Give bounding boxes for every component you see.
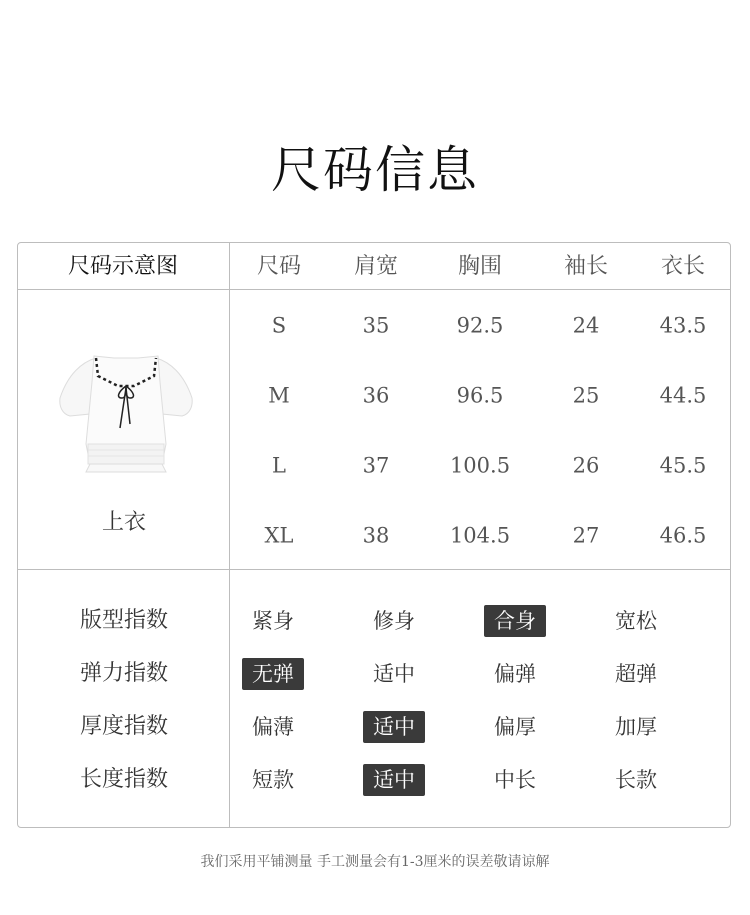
table-cell: L <box>272 453 286 478</box>
garment-label: 上衣 <box>101 510 147 535</box>
index-option: 紧身 <box>252 609 294 633</box>
table-cell: 35 <box>362 313 390 338</box>
table-cell: 38 <box>362 523 390 548</box>
section-divider <box>17 569 731 570</box>
index-option: 短款 <box>252 768 294 792</box>
index-label: 长度指数 <box>79 767 169 792</box>
index-option: 偏薄 <box>252 715 294 739</box>
header-chest: 胸围 <box>457 254 503 279</box>
index-label: 厚度指数 <box>79 714 169 739</box>
index-option: 偏弹 <box>494 662 536 686</box>
table-cell: XL <box>264 523 294 548</box>
index-option: 修身 <box>373 609 415 633</box>
column-divider <box>229 242 230 828</box>
page-title: 尺码信息 <box>271 141 479 199</box>
table-cell: 45.5 <box>659 453 707 478</box>
index-option: 偏厚 <box>494 715 536 739</box>
table-cell: M <box>268 383 290 408</box>
table-cell: 100.5 <box>449 453 511 478</box>
index-option: 中长 <box>494 768 536 792</box>
header-divider <box>17 289 731 290</box>
table-cell: 24 <box>572 313 600 338</box>
index-label: 弹力指数 <box>79 661 169 686</box>
table-cell: 44.5 <box>659 383 707 408</box>
index-option: 超弹 <box>615 662 657 686</box>
table-cell: 96.5 <box>456 383 504 408</box>
index-option-selected: 适中 <box>363 764 425 796</box>
table-cell: 37 <box>362 453 390 478</box>
index-option: 宽松 <box>615 609 657 633</box>
table-cell: 46.5 <box>659 523 707 548</box>
table-cell: 36 <box>362 383 390 408</box>
header-shoulder: 肩宽 <box>353 254 399 279</box>
index-option-selected: 合身 <box>484 605 546 637</box>
table-cell: 104.5 <box>449 523 511 548</box>
table-cell: 92.5 <box>456 313 504 338</box>
table-cell: 43.5 <box>659 313 707 338</box>
header-length: 衣长 <box>660 254 706 279</box>
size-diagram-header: 尺码示意图 <box>67 254 179 279</box>
index-option: 长款 <box>615 768 657 792</box>
header-size: 尺码 <box>256 254 302 279</box>
table-cell: 25 <box>572 383 600 408</box>
table-cell: 27 <box>572 523 600 548</box>
table-cell: S <box>271 313 287 338</box>
index-option-selected: 无弹 <box>242 658 304 690</box>
index-option-selected: 适中 <box>363 711 425 743</box>
index-option: 适中 <box>373 662 415 686</box>
blouse-illustration <box>56 352 196 474</box>
index-option: 加厚 <box>615 715 657 739</box>
table-cell: 26 <box>572 453 600 478</box>
measurement-note: 我们采用平铺测量 手工测量会有1-3厘米的误差敬请谅解 <box>200 854 550 870</box>
header-sleeve: 袖长 <box>563 254 609 279</box>
index-label: 版型指数 <box>79 608 169 633</box>
